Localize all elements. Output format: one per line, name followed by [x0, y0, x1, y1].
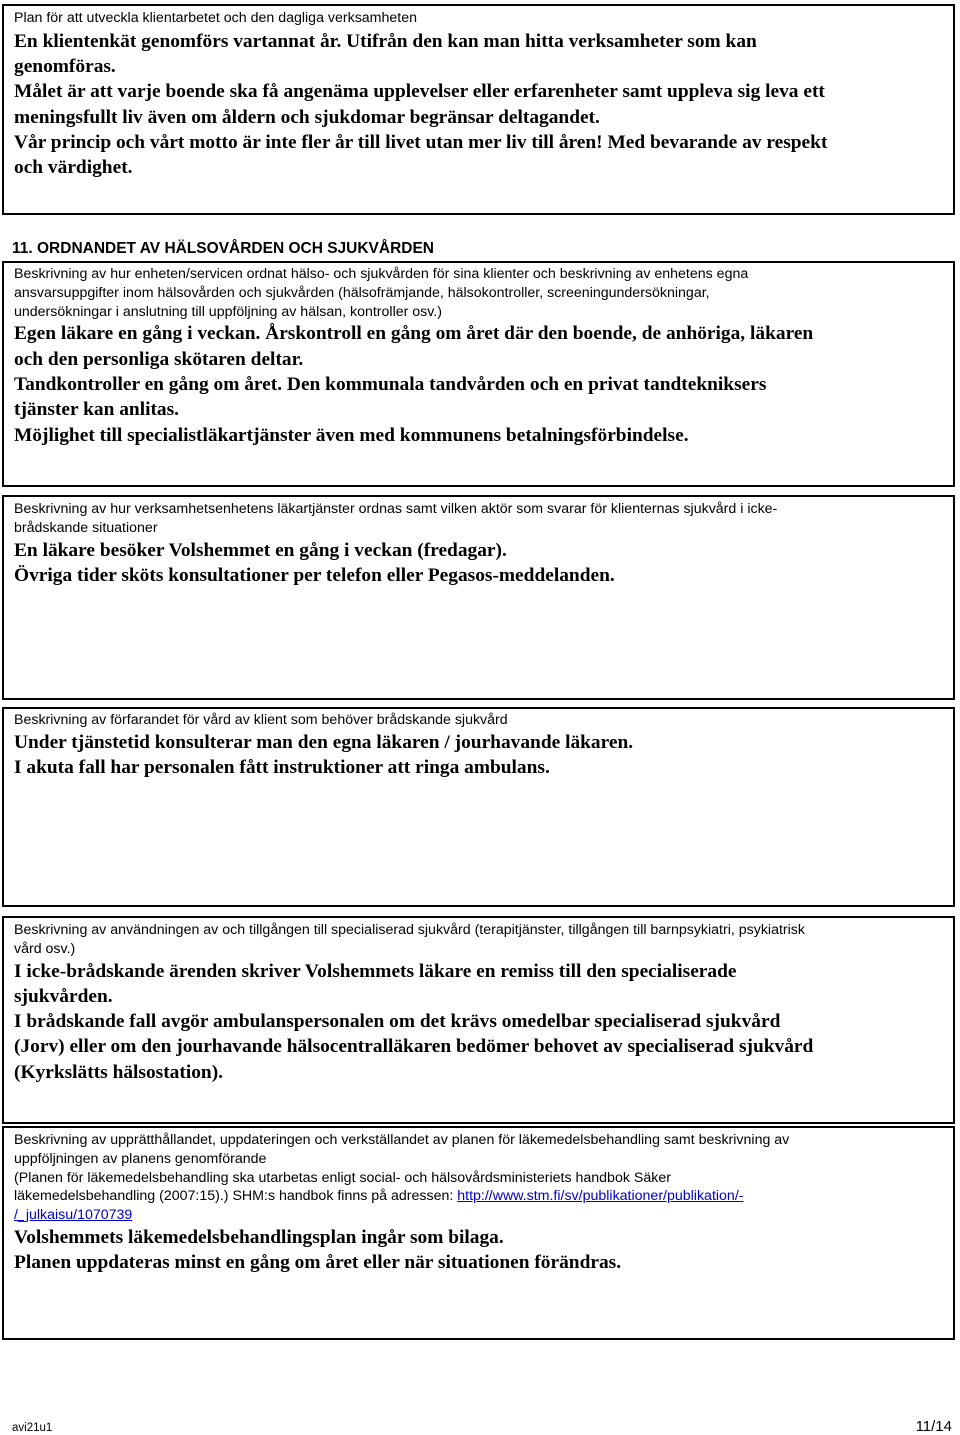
answer-line: Volshemmets läkemedelsbehandlingsplan ingår som bilaga. — [14, 1226, 504, 1248]
box-answer — [14, 321, 813, 447]
answer-line: Möjlighet till specialistläkartjänster även med kommunens betalningsförbindelse. — [14, 424, 689, 446]
document-id: avi21u1 — [12, 1422, 53, 1434]
box-answer — [14, 959, 813, 1085]
section-11-heading: 11. ORDNANDET AV HÄLSOVÅRDEN OCH SJUKVÅRDEN — [12, 240, 434, 257]
answer-line: tjänster kan anlitas. — [14, 399, 180, 421]
answer-line: meningsfullt liv även om åldern och sjukdomar begränsar deltagandet. — [14, 106, 600, 128]
label-line: Beskrivning av hur verksamhetsenhetens läkartjänster ordnas samt vilken aktör som svarar för klienternas sjukvård i icke- — [14, 501, 778, 517]
label-line-prefix: läkemedelsbehandling (2007:15).) SHM:s handbok finns på adressen: — [14, 1188, 458, 1205]
answer-line: Planen uppdateras minst en gång om året eller när situationen förändras. — [14, 1252, 622, 1274]
label-line: uppföljningen av planens genomförande — [14, 1150, 267, 1167]
label-line: Beskrivning av upprätthållandet, uppdateringen och verkställandet av planen för läkemedelsbehandling samt beskrivning av — [14, 1132, 790, 1148]
handbook-link[interactable]: http://www.stm.fi/sv/publikationer/publikation/- — [457, 1188, 744, 1205]
label-line — [14, 1187, 789, 1206]
doctor-services-box — [2, 495, 955, 700]
answer-line: Målet är att varje boende ska få angenäma upplevelser eller erfarenheter samt uppleva sig leva ett — [14, 81, 825, 103]
section-top-label: Plan för att utveckla klientarbetet och den dagliga verksamheten — [14, 10, 418, 26]
answer-line: I akuta fall har personalen fått instruktioner att ringa ambulans. — [14, 757, 550, 779]
box-answer — [14, 1225, 789, 1276]
answer-line: och värdighet. — [14, 157, 133, 179]
answer-line: I icke-brådskande ärenden skriver Volshemmets läkare en remiss till den specialiserade — [14, 960, 737, 982]
box-label — [14, 1131, 789, 1225]
answer-line: Vår princip och vårt motto är inte fler år till livet utan mer liv till åren! Med bevarande av respekt — [14, 131, 828, 153]
answer-line: Tandkontroller en gång om året. Den kommunala tandvården och en privat tandtekniksers — [14, 373, 767, 395]
label-line: ansvarsuppgifter inom hälsovården och sjukvården (hälsofrämjande, hälsokontroller, screeningundersökningar, — [14, 284, 710, 301]
medication-plan-box — [2, 1126, 955, 1340]
section-top-answer — [14, 29, 827, 181]
page-number: 11/14 — [915, 1418, 952, 1435]
answer-line: (Jorv) eller om den jourhavande hälsocentralläkaren bedömer behovet av specialiserad sjukvård — [14, 1036, 814, 1058]
box-label — [14, 921, 813, 959]
label-line — [14, 1206, 789, 1225]
box-label — [14, 500, 777, 538]
handbook-link-continued[interactable]: /_julkaisu/1070739 — [14, 1207, 133, 1224]
label-line: vård osv.) — [14, 940, 76, 957]
label-line: Beskrivning av förfarandet för vård av klient som behöver brådskande sjukvård — [14, 712, 508, 728]
box-label — [14, 265, 813, 321]
answer-line: genomföras. — [14, 56, 116, 78]
answer-line: Under tjänstetid konsulterar man den egna läkaren / jourhavande läkaren. — [14, 731, 634, 753]
box-answer — [14, 538, 777, 589]
answer-line: Övriga tider sköts konsultationer per telefon eller Pegasos-meddelanden. — [14, 564, 615, 586]
answer-line: sjukvården. — [14, 985, 113, 1007]
answer-line: En läkare besöker Volshemmet en gång i veckan (fredagar). — [14, 539, 507, 561]
answer-line: (Kyrkslätts hälsostation). — [14, 1061, 223, 1083]
label-line: brådskande situationer — [14, 519, 158, 536]
answer-line: En klientenkät genomförs vartannat år. Utifrån den kan man hitta verksamheter som kan — [14, 30, 757, 52]
box-answer — [14, 730, 633, 781]
label-line: (Planen för läkemedelsbehandling ska utarbetas enligt social- och hälsovårdsministeriets handbok Säker — [14, 1169, 671, 1186]
urgent-care-box — [2, 707, 955, 907]
label-line: undersökningar i anslutning till uppföljning av hälsan, kontroller osv.) — [14, 303, 442, 320]
specialized-care-box — [2, 916, 955, 1124]
healthcare-organization-box — [2, 261, 955, 487]
label-line: Beskrivning av användningen av och tillgången till specialiserad sjukvård (terapitjänster, tillgången till barnpsykiatri, psykiatrisk — [14, 922, 805, 938]
section-top-box — [2, 4, 955, 215]
answer-line: Egen läkare en gång i veckan. Årskontroll en gång om året där den boende, de anhöriga, läkaren — [14, 323, 814, 345]
box-label — [14, 711, 633, 730]
answer-line: I brådskande fall avgör ambulanspersonalen om det krävs omedelbar specialiserad sjukvård — [14, 1011, 781, 1033]
answer-line: och den personliga skötaren deltar. — [14, 348, 304, 370]
label-line: Beskrivning av hur enheten/servicen ordnat hälso- och sjukvården för sina klienter och beskrivning av enhetens egna — [14, 266, 749, 282]
